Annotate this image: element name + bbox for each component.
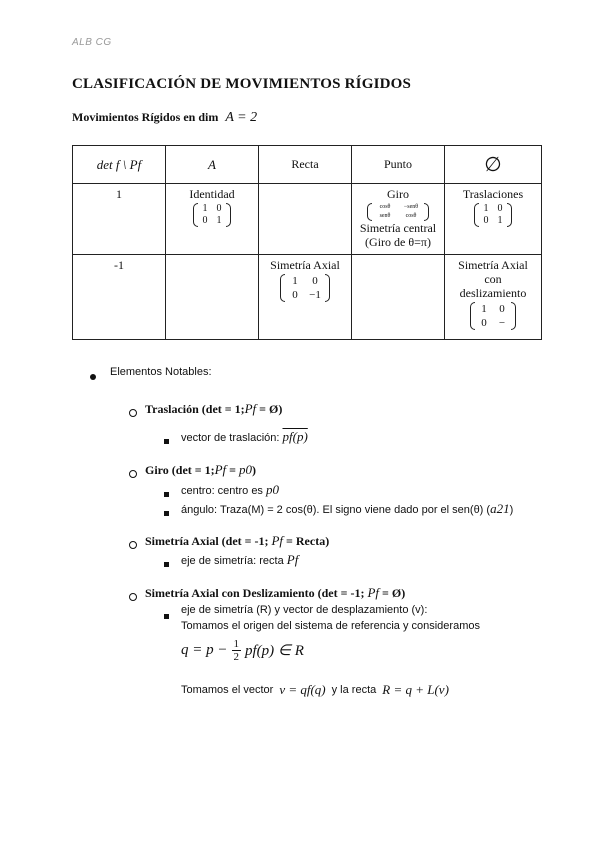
identidad-matrix: 1 0 0 1 xyxy=(193,203,231,227)
giro-matrix: cosθ −senθ senθ cosθ xyxy=(367,203,429,221)
cell-simetria-axial xyxy=(259,255,352,340)
desl-matrix: 1 0 0 − xyxy=(470,302,516,330)
axial-item: eje de simetría: recta Pf xyxy=(181,552,299,567)
simetria-axial-matrix: 1 0 0 −1 xyxy=(280,274,330,302)
giro-angulo: ángulo: Traza(M) = 2 cos(θ). El signo viene dado por el sen(θ) (a21) xyxy=(181,501,514,516)
giro-centro: centro: centro es p0 xyxy=(181,482,279,497)
simetria-central-label: Simetría central xyxy=(359,221,437,235)
header-a: A xyxy=(166,146,259,184)
desl-l1: Simetría Axial xyxy=(458,258,528,272)
cell-deslizamiento xyxy=(445,255,542,340)
row1-det: 1 xyxy=(73,184,166,255)
subtitle-text: Movimientos Rígidos en dim xyxy=(72,110,219,124)
cell-row2-a xyxy=(166,255,259,340)
giro-label: Giro xyxy=(387,187,409,201)
header-recta: Recta xyxy=(259,146,352,184)
simetria-axial-label: Simetría Axial xyxy=(270,258,340,272)
desl-heading: Simetría Axial con Deslizamiento (det = -1; Pf = Ø) xyxy=(145,585,406,600)
bullet-circle-icon xyxy=(129,470,137,478)
bullet-square-icon xyxy=(164,511,169,516)
desl-l3: deslizamiento xyxy=(459,286,527,300)
bullet-circle-icon xyxy=(129,593,137,601)
notables-bullet xyxy=(90,369,96,384)
identidad-label: Identidad xyxy=(189,187,235,201)
cell-identidad xyxy=(166,184,259,255)
desl-l2: con xyxy=(484,272,502,286)
cell-giro xyxy=(352,184,445,255)
axial-heading: Simetría Axial (det = -1; Pf = Recta) xyxy=(145,533,330,548)
cell-row2-punto xyxy=(352,255,445,340)
subtitle xyxy=(72,110,257,126)
desl-item: eje de simetría (R) y vector de desplazamiento (v): xyxy=(181,604,428,616)
notables-label: Elementos Notables: xyxy=(110,366,212,378)
giro-heading: Giro (det = 1;Pf = p0) xyxy=(145,462,257,477)
cell-row1-recta xyxy=(259,184,352,255)
bullet-square-icon xyxy=(164,614,169,619)
traslaciones-label: Traslaciones xyxy=(462,187,524,201)
bullet-circle-icon xyxy=(129,541,137,549)
desl-line2: Tomamos el origen del sistema de referencia y consideramos xyxy=(181,620,480,632)
bullet-square-icon xyxy=(164,492,169,497)
classification-table xyxy=(72,145,542,340)
bullet-square-icon xyxy=(164,439,169,444)
cell-traslaciones xyxy=(445,184,542,255)
giro-pi-label: (Giro de θ=π) xyxy=(365,235,431,249)
header-empty: ∅ xyxy=(445,146,542,184)
bullet-dot-icon xyxy=(90,374,96,380)
header-note: ALB CG xyxy=(72,37,112,48)
row2-det: -1 xyxy=(73,255,166,340)
desl-formula: q = p − $\frac{1}{2}$ pf(p) ∈ R xyxy=(181,638,304,663)
traslacion-heading: Traslación (det = 1;Pf = Ø) xyxy=(145,401,283,416)
subtitle-math: A = 2 xyxy=(225,110,258,125)
header-punto: Punto xyxy=(352,146,445,184)
traslaciones-matrix: 1 0 0 1 xyxy=(474,203,512,227)
bullet-square-icon xyxy=(164,562,169,567)
header-det: det f \ Pf xyxy=(73,146,166,184)
page-title: CLASIFICACIÓN DE MOVIMIENTOS RÍGIDOS xyxy=(72,76,412,92)
desl-line3: Tomamos el vector v = qf(q) y la recta R = q + L(v) xyxy=(181,682,449,697)
bullet-circle-icon xyxy=(129,409,137,417)
traslacion-item: vector de traslación: pf(p) xyxy=(181,429,308,444)
